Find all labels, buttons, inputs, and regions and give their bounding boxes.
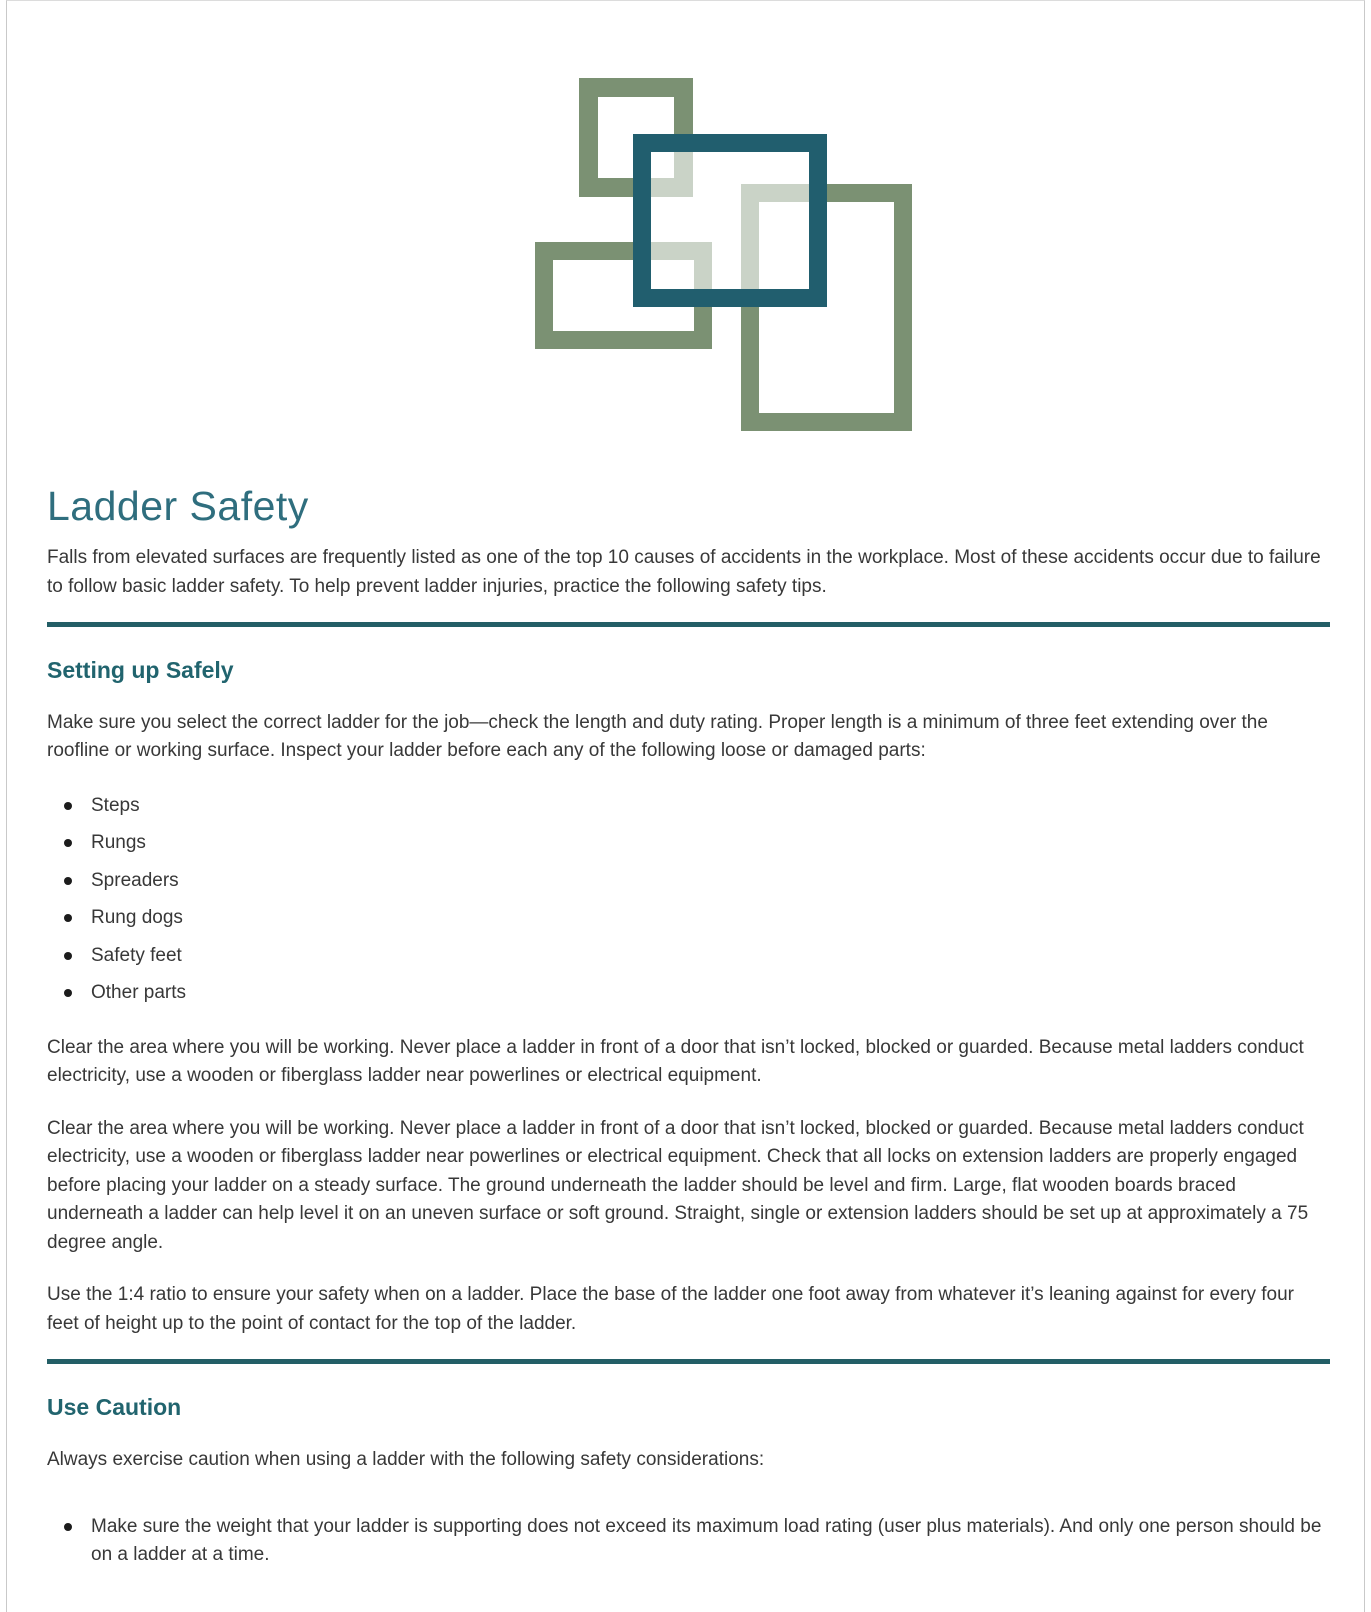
list-item-label: Other parts — [91, 982, 187, 1004]
document-page — [6, 0, 1365, 1612]
caution-considerations-list — [47, 1513, 1330, 1570]
list-item-label: Make sure the weight that your ladder is supporting does not exceed its maximum load rating (user plus materials). And only one person should be on a ladder at a time. — [91, 1515, 1322, 1566]
bullet-icon — [64, 1523, 72, 1531]
list-item — [47, 1513, 1330, 1570]
company-logo — [521, 78, 912, 431]
document-content — [47, 78, 1330, 1570]
bullet-icon — [64, 802, 72, 810]
bullet-icon — [64, 914, 72, 922]
list-item-label: Rungs — [91, 832, 146, 854]
inspection-parts-list — [47, 792, 1330, 1008]
setup-paragraph-1: Make sure you select the correct ladder for the job—check the length and duty rating. Proper length is a minimum of three feet extending over the roofline or working surface. Inspect your ladder before each any of the following loose or damaged parts: — [47, 711, 1268, 762]
list-item — [47, 867, 1330, 896]
section-divider — [47, 1359, 1330, 1364]
caution-paragraph-1: Always exercise caution when using a ladder with the following safety considerations: — [47, 1449, 765, 1471]
bullet-icon — [64, 839, 72, 847]
bullet-icon — [64, 952, 72, 960]
list-item — [47, 792, 1330, 821]
list-item-label: Steps — [91, 794, 140, 816]
list-item — [47, 979, 1330, 1008]
list-item — [47, 829, 1330, 858]
list-item-label: Rung dogs — [91, 907, 183, 929]
list-item — [47, 942, 1330, 971]
bullet-icon — [64, 989, 72, 997]
intro-paragraph: Falls from elevated surfaces are frequently listed as one of the top 10 causes of accidents in the workplace. Most of these accidents occur due to failure to follow basic ladder safety. To help prevent ladder injuries, practice the following safety tips. — [47, 547, 1321, 597]
page-title: Ladder Safety — [47, 483, 309, 529]
list-item-label: Safety feet — [91, 944, 182, 966]
bullet-icon — [64, 877, 72, 885]
setup-paragraph-3: Clear the area where you will be working. Never place a ladder in front of a door that isn’t locked, blocked or guarded. Because metal ladders conduct electricity, use a wooden or fiberglass ladder near powerlines or electrical equipment. Check that all locks on extension ladders are properly engaged before placing your ladder on a steady surface. The ground underneath the ladder should be level and firm. Large, flat wooden boards braced underneath a ladder can help level it on an uneven surface or soft ground. Straight, single or extension ladders should be set up at approximately a 75 degree angle. — [47, 1117, 1309, 1253]
overlapping-frames-logo-icon — [521, 78, 912, 431]
section-heading-setting-up-safely: Setting up Safely — [47, 657, 234, 684]
section-divider — [47, 622, 1330, 627]
section-heading-use-caution: Use Caution — [47, 1394, 182, 1421]
list-item-label: Spreaders — [91, 869, 179, 891]
setup-paragraph-4: Use the 1:4 ratio to ensure your safety when on a ladder. Place the base of the ladder one foot away from whatever it’s leaning against for every four feet of height up to the point of contact for the top of the ladder. — [47, 1284, 1294, 1334]
setup-paragraph-2: Clear the area where you will be working. Never place a ladder in front of a door that isn’t locked, blocked or guarded. Because metal ladders conduct electricity, use a wooden or fiberglass ladder near powerlines or electrical equipment. — [47, 1036, 1304, 1087]
list-item — [47, 904, 1330, 933]
overlap-fade — [633, 134, 827, 307]
